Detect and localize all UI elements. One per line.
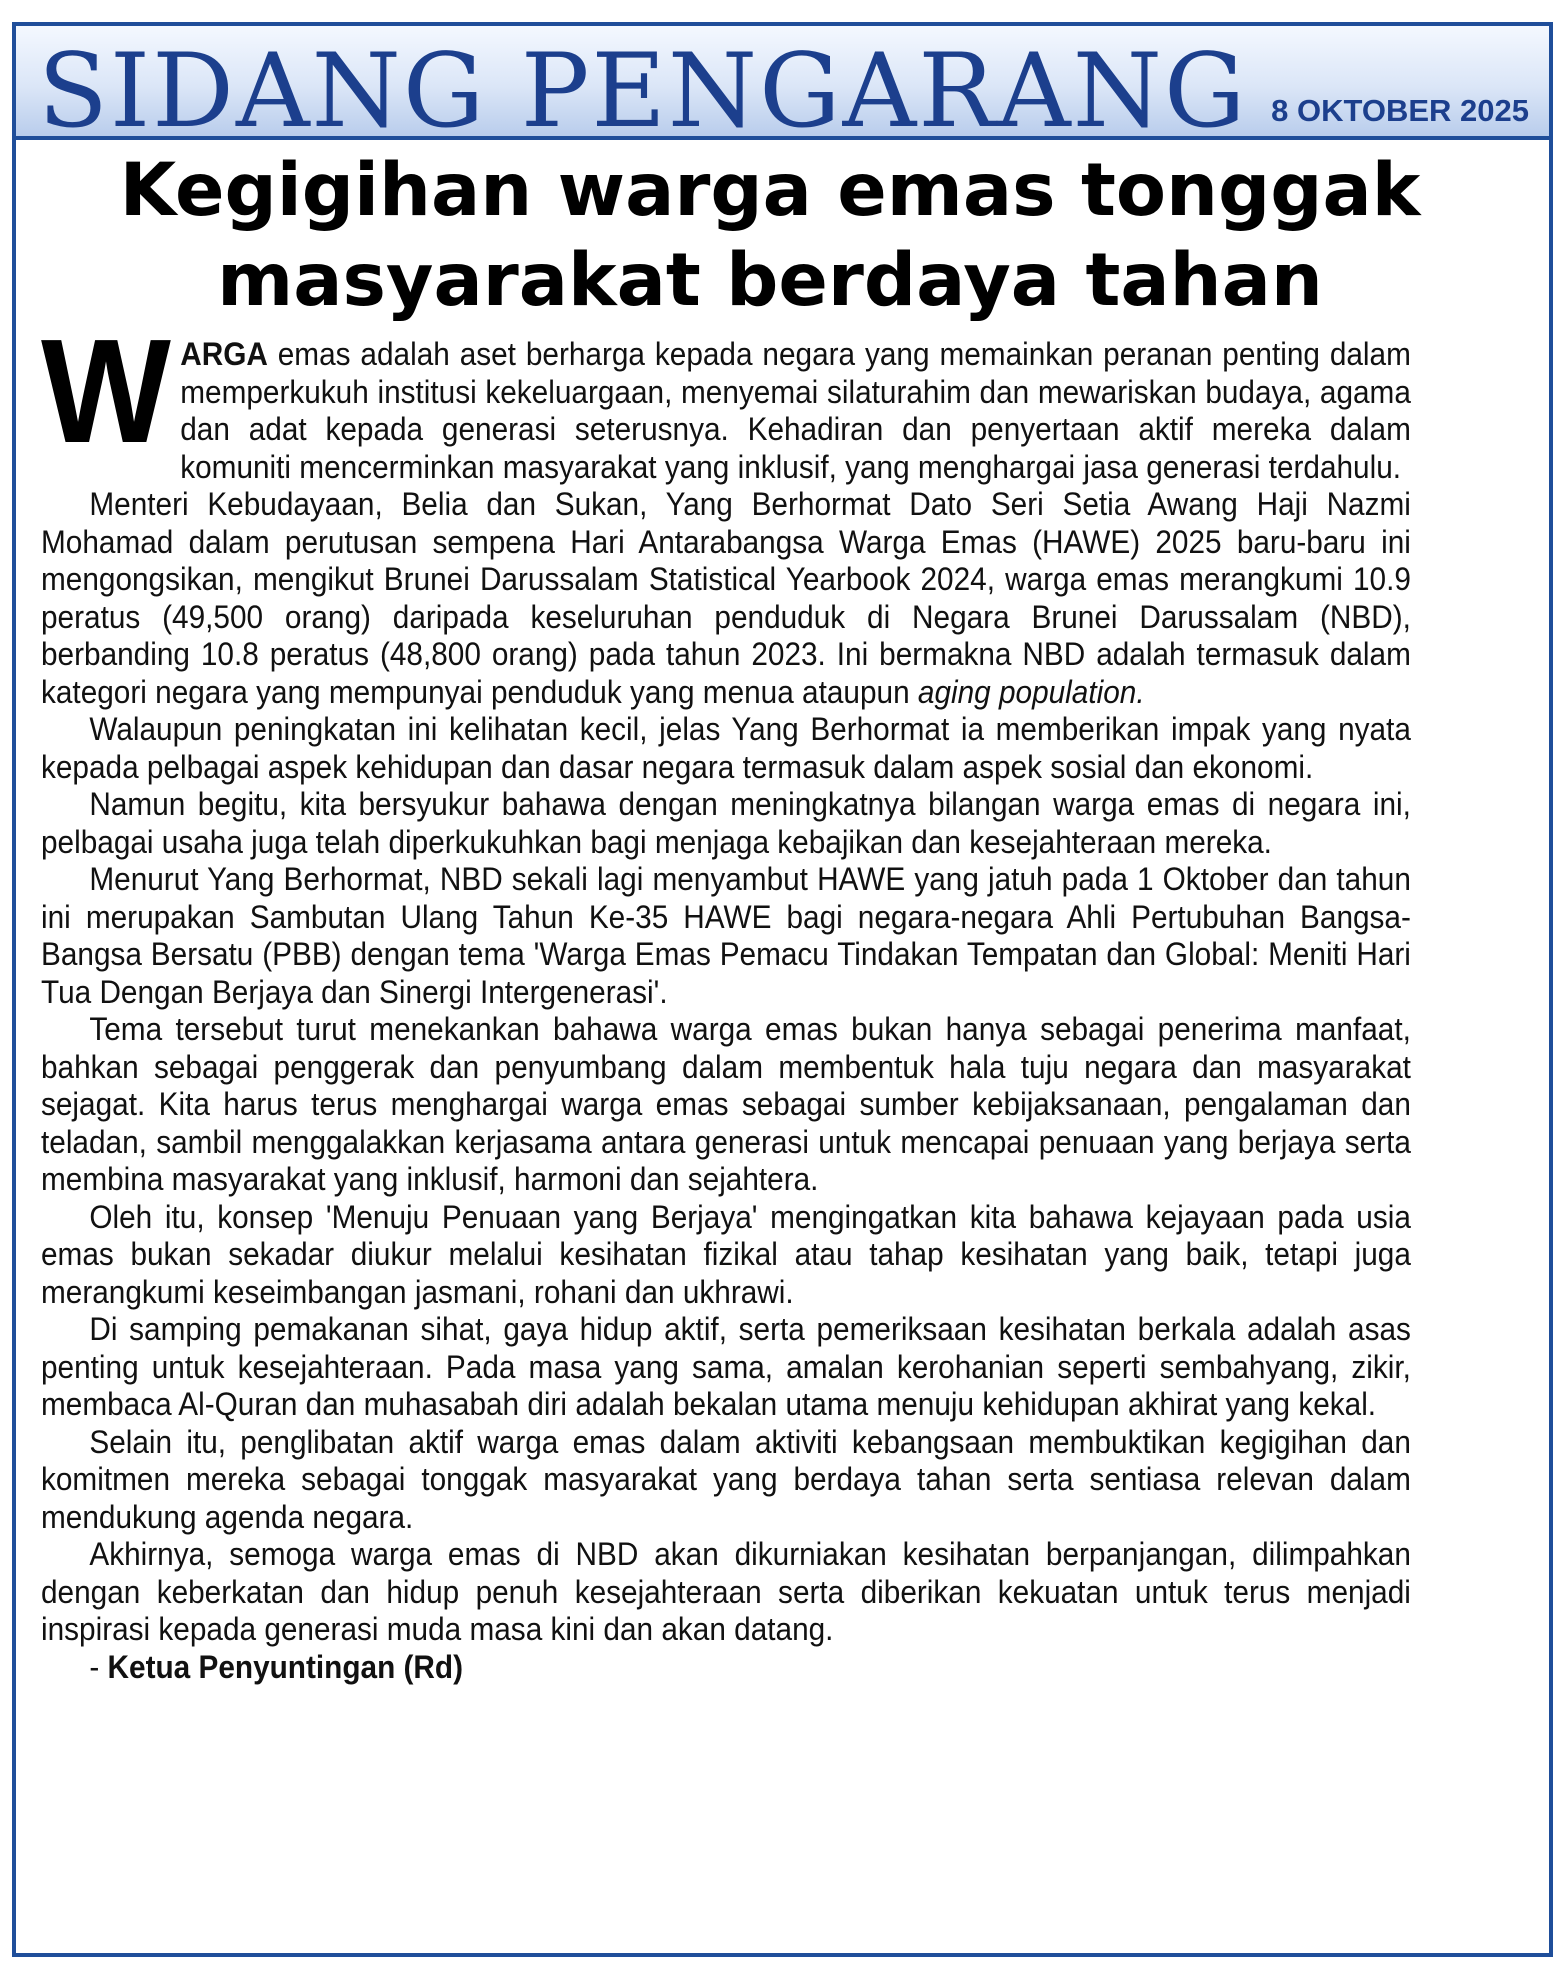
paragraph-1 [41,309,1411,486]
signature [41,1649,1411,1687]
paragraph-7: Oleh itu, konsep 'Menuju Penuaan yang Berjaya' mengingatkan kita bahawa kejayaan pada usia emas bukan sekadar diukur melalui kesihatan fizikal atau tahap kesihatan yang baik, tetapi juga merangkumi keseimbangan jasmani, rohani dan ukhrawi. [41,1198,1411,1310]
masthead-title: SIDANG PENGARANG [38,32,1248,140]
paragraph-3: Walaupun peningkatan ini kelihatan kecil, jelas Yang Berhormat ia memberikan impak yang nyata kepada pelbagai aspek kehidupan dan dasar negara termasuk dalam aspek sosial dan ekonomi. [41,711,1411,785]
paragraph-5: Menurut Yang Berhormat, NBD sekali lagi menyambut HAWE yang jatuh pada 1 Oktober dan tahun ini merupakan Sambutan Ulang Tahun Ke-35 HAWE bagi negara-negara Ahli Pertubuhan Bangsa-Bangsa Bersatu (PBB) dengan tema 'Warga Emas Pemacu Tindakan Tempatan dan Global: Meniti Hari Tua Dengan Berjaya dan Sinergi Intergenerasi'. [41,861,1411,1010]
paragraph-4: Namun begitu, kita bersyukur bahawa dengan meningkatnya bilangan warga emas di negara ini, pelbagai usaha juga telah diperkukuhkan bagi menjaga kebajikan dan kesejahteraan mereka. [41,786,1411,860]
paragraph-8: Di samping pemakanan sihat, gaya hidup aktif, serta pemeriksaan kesihatan berkala adalah asas penting untuk kesejahteraan. Pada masa yang sama, amalan kerohanian seperti sembahyang, zikir, membaca Al-Quran dan muhasabah diri adalah bekalan utama menuju kehidupan akhirat yang kekal. [41,1311,1411,1422]
paragraph-2-text: Menteri Kebudayaan, Belia dan Sukan, Yang Berhormat Dato Seri Setia Awang Haji Nazmi Mohamad dalam perutusan sempena Hari Antarabangsa Warga Emas (HAWE) 2025 baru-baru ini mengongsikan, mengikut Brunei Darussalam Statistical Yearbook 2024, warga emas merangkumi 10.9 peratus (49,500 orang) daripada keseluruhan penduduk di Negara Brunei Darussalam (NBD), berbanding 10.8 peratus (48,800 orang) pada tahun 2023. Ini bermakna NBD adalah termasuk dalam kategori negara yang mempunyai penduduk yang menua ataupun [41,486,1411,710]
signature-prefix: - [89,1648,108,1685]
signature-name: Ketua Penyuntingan (Rd) [107,1648,464,1685]
paragraph-9: Selain itu, penglibatan aktif warga emas dalam aktiviti kebangsaan membuktikan kegigihan dan komitmen mereka sebagai tonggak masyarakat yang berdaya tahan serta sentiasa relevan dalam mendukung agenda negara. [41,1423,1411,1535]
article-headline: Kegigihan warga emas tonggak masyarakat berdaya tahan [119,148,1421,323]
paragraph-1-text: emas adalah aset berharga kepada negara yang memainkan peranan penting dalam memperkukuh institusi kekeluargaan, menyemai silaturahim dan mewariskan budaya, agama dan adat kepada generasi seterusnya. Kehadiran dan penyertaan aktif mereka dalam komuniti mencerminkan masyarakat yang inklusif, yang menghargai jasa generasi terdahulu. [180,336,1411,485]
paragraph-10: Akhirnya, semoga warga emas di NBD akan dikurniakan kesihatan berpanjangan, dilimpahkan dengan keberkatan dan hidup penuh kesejahteraan serta diberikan kekuatan untuk terus menjadi inspirasi kepada generasi muda masa kini dan akan datang. [41,1536,1411,1647]
drop-cap: W [41,309,171,474]
article-body [41,309,1411,1686]
paragraph-2-italic: aging population. [917,673,1145,710]
publication-date: 8 OKTOBER 2025 [1271,93,1529,128]
paragraph-6: Tema tersebut turut menekankan bahawa warga emas bukan hanya sebagai penerima manfaat, bahkan sebagai penggerak dan penyumbang dalam membentuk hala tuju negara dan masyarakat sejagat. Kita harus terus menghargai warga emas sebagai sumber kebijaksanaan, pengalaman dan teladan, sambil menggalakkan kerjasama antara generasi untuk mencapai penuaan yang berjaya serta membina masyarakat yang inklusif, harmoni dan sejahtera. [41,1011,1411,1197]
paragraph-2 [41,486,1411,711]
lead-word: ARGA [180,336,268,372]
masthead-banner [16,26,1549,140]
